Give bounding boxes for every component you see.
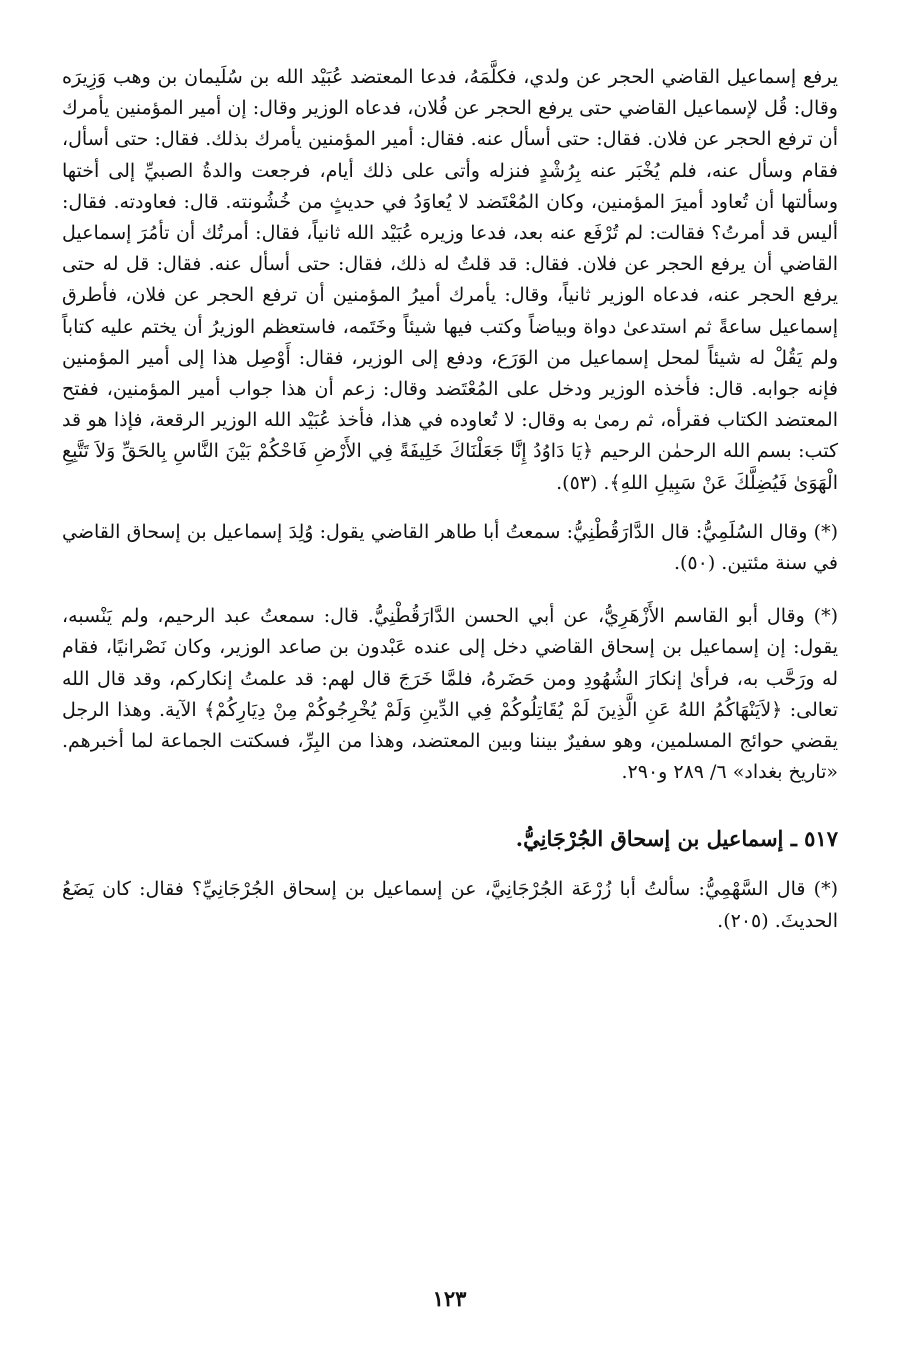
- page-body: [62, 62, 838, 937]
- paragraph-sulami-quote: (*) وقال السُلَمِيُّ: قال الدَّارَقُطْنِيُّ: سمعتُ أبا طاهر القاضي يقول: وُلِدَ إسماعيل بن إسحاق القاضي في سنة مئتين. (٥٠).: [62, 520, 838, 575]
- page-number: ١٢٣: [432, 1286, 467, 1311]
- paragraph-azhari-quote: (*) وقال أبو القاسم الأَزْهَرِيُّ، عن أبي الحسن الدَّارَقُطْنِيُّ. قال: سمعتُ عبد الرحيم، ولم يَنْسبه، يقول: إن إسماعيل بن إسحاق القاضي دخل إلى عنده عَبْدون بن صاعد الوزير، وكان نَصْرانيًا، فقام له ورَحَّب به، فرأىٰ إنكارَ الشُهُودِ ومن حَضَرهُ، فلمَّا خَرَجَ قال لهم: قد علمتُ إنكاركم، وقد قال الله تعالى: ﴿لاَيَنْهَاكُمُ اللهُ عَنِ الَّذِينَ لَمْ يُقَاتِلُوكُمْ فِي الدِّينِ وَلَمْ يُخْرِجُوكُمْ مِنْ دِيَارِكُمْ﴾ الآية. وهذا الرجل يقضي حوائج المسلمين، وهو سفيرٌ بيننا وبين المعتضد، وهذا من البِرِّ، فسكتت الجماعة لما أخبرهم. «تاريخ بغداد» ٦/ ٢٨٩ و٢٩٠.: [62, 605, 838, 784]
- entry-heading: ٥١٧ ـ إسماعيل بن إسحاق الجُرْجَانِيُّ.: [515, 826, 838, 852]
- paragraph-story-ismail-qadi: يرفع إسماعيل القاضي الحجر عن ولدي، فكلَّمَهُ، فدعا المعتضد عُبَيْد الله بن سُلَيمان بن وهب وَزِيرَه وقال: قُل لإسماعيل القاضي حتى يرفع الحجر عن فُلان، فدعاه الوزير وقال: إن أمير المؤمنين يأمرك أن ترفع الحجر عن فلان. فقال: حتى أسأل عنه. فقال: أمير المؤمنين يأمرك بذلك. فقال: حتى أسأل، فقام وسأل عنه، فلم يُخْبَر عنه بِرُشْدٍ فنزله وأتى على ذلك أيام، فرجعت والدةُ الصبيِّ إلى أختها وسألتها أن تُعاود أميرَ المؤمنين، وكان المُعْتَضد لا يُعاوَدُ في حديثٍ من خُشُونته. قال: فعاودته. فقال: أليس قد أمرتُ؟ فقالت: لم تُرْفَع عنه بعد، فدعا وزيره عُبَيْد الله ثانياً، فقال: أمرتُك أن تأمُرَ إسماعيل القاضي أن يرفع الحجر عن فلان. فقال: قد قلتُ له ذلك، فقال: حتى أسأل عنه. فقال: قل له حتى يرفع الحجر عنه، فدعاه الوزير ثانياً، وقال: يأمرك أميرُ المؤمنين أن ترفع الحجر عن فلان، فأطرق إسماعيل ساعةً ثم استدعىٰ دواة وبياضاً وكتب فيها شيئاً وخَتَمه، فاستعظم الوزيرُ أن يختم عليه كتاباً ولم يَقُلْ له شيئاً لمحل إسماعيل من الوَرَع، ودفع إلى الوزير، فقال: أَوْصِل هذا إلى أمير المؤمنين فإنه جوابه. قال: فأخذه الوزير ودخل على المُعْتَضد وقال: زعم أن هذا جواب أمير المؤمنين، ففتح المعتضد الكتاب فقرأه، ثم رمىٰ به وقال: لا تُعاوده في هذا، فأخذ عُبَيْد الله الوزير الرقعة، فإذا هو قد كتب: بسم الله الرحمٰن الرحيم ﴿يَا دَاوُدُ إِنَّا جَعَلْنَاكَ خَلِيفَةً فِي الأَرْضِ فَاحْكُمْ بَيْنَ النَّاسِ بِالحَقِّ وَلاَ تَتَّبِعِ الْهَوَىٰ فَيُضِلَّكَ عَنْ سَبِيلِ اللهِ﴾. (٥٣).: [62, 66, 838, 494]
- paragraph-sahmi-quote: (*) قال السَّهْمِيُّ: سألتُ أبا زُرْعَة الجُرْجَانِيَّ، عن إسماعيل بن إسحاق الجُرْجَانِيِّ؟ فقال: كان يَضَعُ الحديثَ. (٢٠٥).: [62, 878, 838, 932]
